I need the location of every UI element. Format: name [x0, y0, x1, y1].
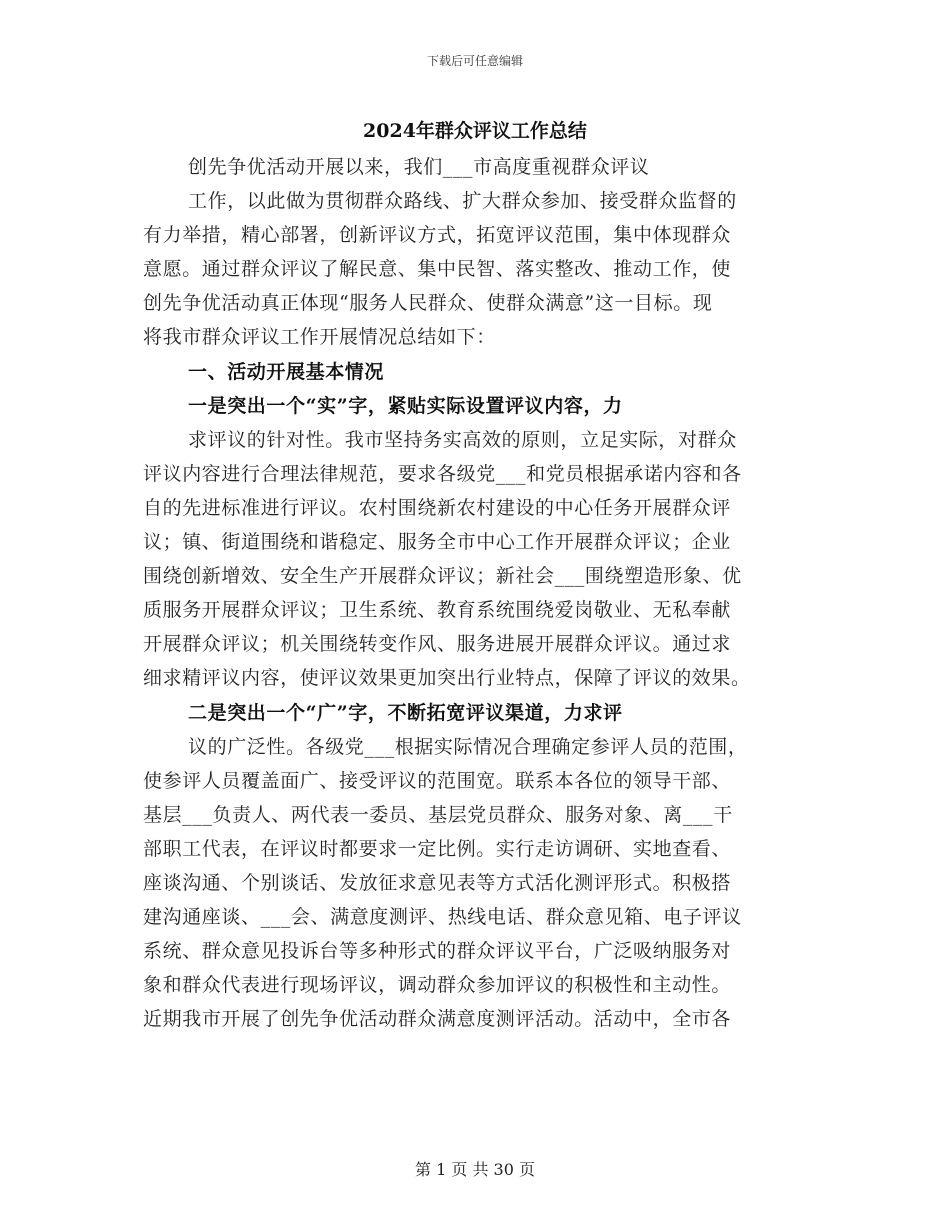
paragraph-line: 开展群众评议；机关围绕转变作风、服务进展开展群众评议。通过求 [143, 633, 732, 656]
paragraph-line: 创先争优活动开展以来，我们___市高度重视群众评议 [188, 156, 650, 178]
paragraph-line: 议的广泛性。各级党___根据实际情况合理确定参评人员的范围， [188, 735, 748, 758]
paragraph-line: 建沟通座谈、___会、满意度测评、热线电话、群众意见箱、电子评议 [143, 906, 742, 929]
page-footer: 第 1 页 共 30 页 [415, 1160, 535, 1179]
paragraph-line: 意愿。通过群众评议了解民意、集中民智、落实整改、推动工作，使 [143, 258, 732, 281]
paragraph-line: 议；镇、街道围绕和谐稳定、服务全市中心工作开展群众评议；企业 [143, 531, 732, 554]
paragraph-line: 细求精评议内容，使评议效果更加突出行业特点，保障了评议的效果。 [143, 667, 751, 690]
paragraph-line: 系统、群众意见投诉台等多种形式的群众评议平台，广泛吸纳服务对 [143, 940, 732, 963]
paragraph-line: 求评议的针对性。我市坚持务实高效的原则，立足实际，对群众 [188, 428, 737, 451]
section-heading: 一、活动开展基本情况 [188, 360, 385, 383]
paragraph-line: 创先争优活动真正体现“服务人民群众、使群众满意”这一目标。现 [143, 292, 713, 315]
document-title: 2024年群众评议工作总结 [363, 120, 587, 142]
paragraph-line: 象和群众代表进行现场评议，调动群众参加评议的积极性和主动性。 [143, 974, 732, 997]
document-body [143, 150, 803, 1036]
paragraph-line: 有力举措，精心部署，创新评议方式，拓宽评议范围，集中体现群众 [143, 224, 732, 247]
paragraph-line: 部职工代表，在评议时都要求一定比例。实行走访调研、实地查看、 [143, 837, 732, 860]
paragraph-line: 座谈沟通、个别谈话、发放征求意见表等方式活化测评形式。积极搭 [143, 871, 732, 894]
paragraph-line: 基层___负责人、两代表一委员、基层党员群众、服务对象、离___干 [143, 803, 733, 826]
paragraph-line: 评议内容进行合理法律规范，要求各级党___和党员根据承诺内容和各 [143, 462, 742, 485]
page-header: 下载后可任意编辑 [426, 54, 523, 68]
paragraph-line: 质服务开展群众评议；卫生系统、教育系统围绕爱岗敬业、无私奉献 [143, 599, 732, 622]
paragraph-line: 将我市群众评议工作开展情况总结如下： [143, 326, 496, 349]
subsection-heading: 二是突出一个“广”字，不断拓宽评议渠道，力求评 [188, 701, 623, 724]
paragraph-line: 工作，以此做为贯彻群众路线、扩大群众参加、接受群众监督的 [188, 190, 737, 213]
paragraph-line: 自的先进标准进行评议。农村围绕新农村建设的中心任务开展群众评 [143, 496, 732, 519]
paragraph-line: 围绕创新增效、安全生产开展群众评议；新社会___围绕塑造形象、优 [143, 565, 742, 588]
subsection-heading: 一是突出一个“实”字，紧贴实际设置评议内容，力 [188, 394, 623, 417]
paragraph-line: 使参评人员覆盖面广、接受评议的范围宽。联系本各位的领导干部、 [143, 769, 732, 792]
paragraph-line: 近期我市开展了创先争优活动群众满意度测评活动。活动中，全市各 [143, 1008, 732, 1031]
